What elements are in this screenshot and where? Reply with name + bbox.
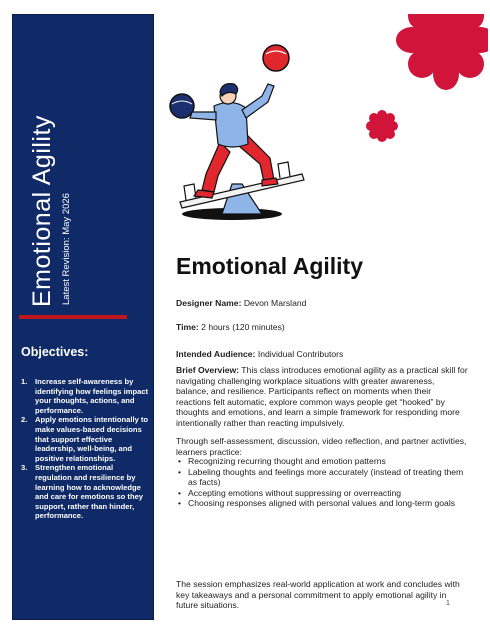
list-item-text: Accepting emotions without suppressing or overreacting — [188, 487, 402, 498]
objectives-list — [21, 377, 151, 521]
large-flower-icon — [396, 14, 488, 90]
person-figure — [190, 84, 278, 198]
objective-text: Strengthen emotional regulation and resilience by learning how to acknowledge and care for emotions so they support, rather than hinder, performance. — [35, 463, 144, 521]
document-title: Emotional Agility — [176, 253, 363, 279]
sidebar-title: Emotional Agility — [28, 115, 56, 307]
seesaw-handle-right — [278, 162, 290, 178]
seesaw-handle-left — [184, 184, 196, 200]
designer-label: Designer Name: — [176, 298, 242, 308]
practice-list — [176, 456, 468, 509]
designer-line — [176, 298, 306, 308]
list-item-text: Recognizing recurring thought and emotion patterns — [188, 456, 386, 466]
time-line — [176, 322, 285, 332]
sidebar-panel — [12, 14, 154, 620]
bullet-icon: • — [178, 466, 182, 477]
accent-divider — [19, 315, 127, 319]
objective-item — [21, 377, 151, 415]
page-number: 1 — [446, 600, 450, 607]
time-label: Time: — [176, 322, 199, 332]
objective-text: Apply emotions intentionally to make values-based decisions that support effective leadership, well-being, and positive relationships. — [35, 415, 149, 463]
revision-date: Latest Revision: May 2026 — [61, 193, 72, 305]
objective-item — [21, 415, 151, 463]
list-item-text: Choosing responses aligned with personal values and long-term goals — [188, 498, 456, 509]
overview-label: Brief Overview: — [176, 365, 240, 375]
audience-line — [176, 349, 343, 359]
bullet-icon: • — [178, 487, 182, 498]
objectives-heading: Objectives: — [21, 345, 89, 359]
audience-value: Individual Contributors — [257, 349, 344, 359]
list-item — [176, 467, 468, 488]
objective-number: 3. — [21, 463, 28, 473]
list-item — [176, 488, 468, 499]
overview-paragraph — [176, 365, 468, 429]
objective-number: 1. — [21, 377, 28, 386]
small-flower-icon — [366, 110, 398, 142]
overview-text: This class introduces emotional agility as a practical skill for navigating challenging workplace situations with greater awareness, balance, and resilience. Participants reflect on moments when their reactions felt automatic, explore common ways people get “hooked” by thoughts and emotions, and learn a simple framework for responding more intentionally rather than reacting impulsively. — [176, 365, 468, 428]
objective-text: Increase self-awareness by identifying how feelings impact your thoughts, actions, and performance. — [35, 377, 149, 415]
audience-label: Intended Audience: — [176, 349, 256, 359]
balance-illustration — [162, 14, 488, 224]
bullet-icon: • — [178, 456, 182, 466]
list-item — [176, 498, 468, 509]
session-paragraph: The session emphasizes real-world application at work and concludes with key takeaways and a personal commitment to apply emotional agility in future situations. — [176, 579, 460, 611]
objective-item — [21, 463, 151, 521]
list-item — [176, 456, 468, 467]
designer-value: Devon Marsland — [243, 298, 307, 308]
time-value: 2 hours (120 minutes) — [201, 322, 285, 332]
bullet-icon: • — [178, 498, 182, 509]
objective-number: 2. — [21, 415, 28, 425]
list-item-text: Labeling thoughts and feelings more accurately (instead of treating them as facts) — [188, 466, 464, 488]
practice-intro: Through self-assessment, discussion, video reflection, and partner activities, learners practice: — [176, 436, 467, 457]
red-ball-icon — [263, 45, 289, 71]
navy-ball-icon — [170, 94, 194, 118]
